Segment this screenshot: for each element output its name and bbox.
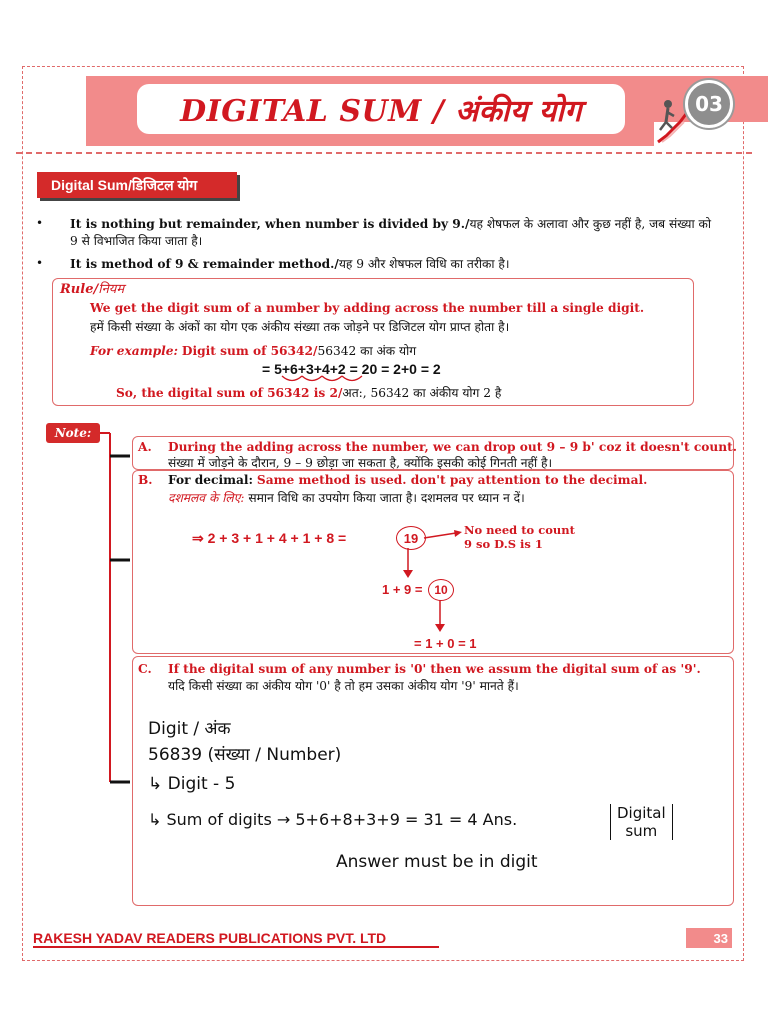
bracket-line-2: sum	[625, 822, 658, 840]
bracket-line-1: Digital	[617, 804, 666, 822]
decimal-expression: ⇒ 2 + 3 + 1 + 4 + 1 + 8 =	[192, 530, 347, 546]
bullet-1	[70, 216, 711, 232]
note-b-hi-label: दशमलव के लिए:	[168, 491, 245, 505]
rule-line-2: हमें किसी संख्या के अंकों का योग एक अंकीय संख्या तक जोड़ने पर डिजिटल योग प्राप्त होता है।	[90, 320, 510, 334]
hand-line-1: Digit / अंक	[148, 719, 231, 739]
rule-heading	[60, 282, 124, 298]
footer-underline	[33, 946, 439, 948]
note-b-en	[168, 472, 647, 488]
arrow-down-icon	[434, 600, 446, 632]
digit-pair-arcs	[280, 375, 380, 385]
note-b-label: For decimal:	[168, 473, 254, 487]
rule-example	[90, 343, 416, 359]
handwritten-example	[136, 710, 730, 902]
side-note-line-1: No need to count	[464, 523, 575, 537]
hand-line-2: 56839 (संख्या / Number)	[148, 745, 342, 765]
page-title: DIGITAL SUM / अंकीय योग	[180, 93, 582, 129]
note-b-hi	[168, 490, 525, 506]
chapter-number-badge: 03	[685, 80, 733, 128]
arrow-down-icon	[402, 548, 414, 578]
bullet-1-hi: यह शेषफल के अलावा और कुछ नहीं है, जब संख्या को	[469, 217, 711, 231]
title-box	[137, 84, 625, 134]
digital-sum-bracket	[610, 804, 673, 840]
bullet-1-en: It is nothing but remainder, when number is divided by 9./	[70, 217, 470, 231]
rule-label-hi: नियम	[98, 282, 125, 297]
side-note-line-2: 9 so D.S is 1	[464, 537, 543, 551]
bullet-1-cont: 9 से विभाजित किया जाता है।	[70, 234, 203, 248]
conclusion-en: So, the digital sum of 56342 is 2/	[116, 386, 343, 400]
final-expression: = 1 + 0 = 1	[414, 636, 477, 651]
publisher-name: RAKESH YADAV READERS PUBLICATIONS PVT. LTD	[33, 930, 387, 946]
hand-line-4: ↳ Sum of digits → 5+6+8+3+9 = 31 = 4 Ans.	[148, 810, 518, 829]
rule-label: Rule/	[60, 282, 99, 297]
conclusion-hi: अत:, 56342 का अंकीय योग 2 है	[342, 386, 502, 400]
page-number: 33	[686, 928, 732, 948]
note-b-marker: B.	[138, 473, 153, 487]
note-connector	[100, 430, 134, 790]
note-tag: Note:	[46, 423, 100, 443]
arrow-right-icon	[420, 530, 464, 544]
second-expression: 1 + 9 =	[382, 582, 423, 597]
hand-line-5: Answer must be in digit	[336, 852, 538, 872]
note-a-en: During the adding across the number, we can drop out 9 – 9 b' coz it doesn't count.	[168, 440, 738, 454]
note-b-hi-text: समान विधि का उपयोग किया जाता है। दशमलव पर ध्यान न दें।	[248, 491, 525, 505]
bullet-2-en: It is method of 9 & remainder method./	[70, 257, 339, 271]
note-c-marker: C.	[138, 662, 152, 676]
note-a-marker: A.	[138, 440, 152, 454]
note-c-hi: यदि किसी संख्या का अंकीय योग '0' है तो हम उसका अंकीय योग '9' मानते हैं।	[168, 679, 519, 693]
rule-line-1: We get the digit sum of a number by adding across the number till a single digit.	[90, 301, 645, 315]
hand-line-3: ↳ Digit - 5	[148, 774, 236, 794]
result-circle-19: 19	[396, 526, 426, 550]
rule-conclusion	[116, 385, 501, 401]
bullet-marker: •	[36, 256, 44, 270]
example-hi: 56342 का अंक योग	[317, 344, 417, 358]
rule-calculation: = 5+6+3+4+2 = 20 = 2+0 = 2	[262, 361, 441, 377]
example-label: For example:	[90, 344, 178, 358]
bullet-2	[70, 256, 509, 272]
bullet-marker: •	[36, 216, 44, 230]
example-text: Digit sum of 56342/	[181, 344, 318, 358]
result-circle-10: 10	[428, 579, 454, 601]
note-c-en: If the digital sum of any number is '0' then we assum the digital sum of as '9'.	[168, 662, 701, 676]
note-a-hi: संख्या में जोड़ने के दौरान, 9 – 9 छोड़ा जा सकता है, क्योंकि इसकी कोई गिनती नहीं है।	[168, 456, 553, 470]
bullet-2-hi: यह 9 और शेषफल विधि का तरीका है।	[338, 257, 510, 271]
section-label: Digital Sum/डिजिटल योग	[37, 172, 237, 198]
header-divider	[16, 152, 752, 154]
note-b-text: Same method is used. don't pay attention to the decimal.	[256, 473, 648, 487]
